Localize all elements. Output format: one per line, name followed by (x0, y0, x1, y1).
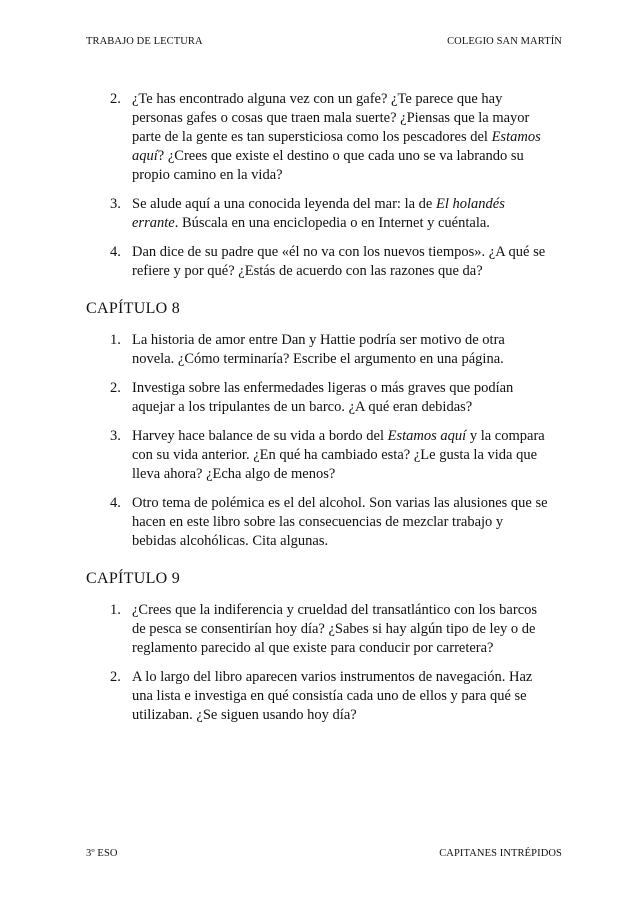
book-title-italic: Estamos aquí (132, 129, 541, 164)
section (86, 90, 548, 281)
question-text-fragment: Otro tema de polémica es el del alcohol. Son varias las alusiones que se hacen en este libro sobre las consecuencias de mezclar trabajo y bebidas alcohólicas. Cita algunas. (132, 495, 548, 549)
book-title-italic: El holandés errante (132, 196, 505, 231)
question-text (132, 195, 548, 233)
question-item (86, 601, 548, 658)
question-text (132, 243, 548, 281)
question-text (132, 331, 548, 369)
question-text-fragment: ¿Crees que la indiferencia y crueldad del transatlántico con los barcos de pesca se consentirían hoy día? ¿Sabes si hay algún tipo de ley o de reglamento parecido al que existe para conducir por carretera? (132, 602, 538, 656)
header-left-text: TRABAJO DE LECTURA (86, 36, 203, 47)
question-text-fragment: Investiga sobre las enfermedades ligeras o más graves que podían aquejar a los tripulantes de un barco. ¿A qué eran debidas? (132, 380, 514, 415)
question-text-fragment: A lo largo del libro aparecen varios instrumentos de navegación. Haz una lista e investiga en qué consistía cada uno de ellos y para qué se utilizaban. ¿Se siguen usando hoy día? (132, 669, 533, 723)
question-item (86, 379, 548, 417)
question-number: 2. (110, 669, 121, 685)
question-number: 4. (110, 244, 121, 260)
question-item (86, 90, 548, 185)
section (86, 569, 548, 725)
question-text-fragment: . Búscala en una enciclopedia o en Internet y cuéntala. (174, 215, 490, 231)
header-right-text: COLEGIO SAN MARTÍN (447, 36, 562, 47)
question-text-fragment: Harvey hace balance de su vida a bordo del (132, 428, 388, 444)
question-number: 3. (110, 428, 121, 444)
question-text-fragment: ? ¿Crees que existe el destino o que cada uno se va labrando su propio camino en la vida? (132, 148, 524, 183)
question-text-fragment: ¿Te has encontrado alguna vez con un gafe? ¿Te parece que hay personas gafes o cosas que traen mala suerte? ¿Piensas que la mayor parte de la gente es tan supersticiosa como los pescadores del (132, 91, 530, 145)
question-text-fragment: y la compara con su vida anterior. ¿En qué ha cambiado esta? ¿Le gusta la vida que lleva ahora? ¿Echa algo de menos? (132, 428, 545, 482)
footer-left-text: 3º ESO (86, 848, 118, 859)
section (86, 299, 548, 551)
question-text-fragment: Dan dice de su padre que «él no va con los nuevos tiempos». ¿A qué se refiere y por qué? ¿Estás de acuerdo con las razones que da? (132, 244, 546, 279)
question-item (86, 331, 548, 369)
question-list (86, 331, 548, 551)
page-header (86, 36, 562, 47)
section-title: CAPÍTULO 8 (86, 300, 181, 317)
book-title-italic: Estamos aquí (387, 428, 467, 444)
question-text-fragment: Se alude aquí a una conocida leyenda del mar: la de (132, 196, 436, 212)
question-number: 2. (110, 380, 121, 396)
question-text (132, 427, 548, 484)
question-text (132, 668, 548, 725)
question-item (86, 427, 548, 484)
question-item (86, 195, 548, 233)
question-number: 4. (110, 495, 121, 511)
page-content (86, 90, 548, 725)
question-number: 1. (110, 332, 121, 348)
question-item (86, 243, 548, 281)
question-list (86, 601, 548, 725)
footer-right-text: CAPITANES INTRÉPIDOS (439, 848, 562, 859)
question-number: 2. (110, 91, 121, 107)
question-item (86, 668, 548, 725)
question-text (132, 90, 548, 185)
question-number: 3. (110, 196, 121, 212)
question-text-fragment: La historia de amor entre Dan y Hattie podría ser motivo de otra novela. ¿Cómo terminaría? Escribe el argumento en una página. (132, 332, 505, 367)
section-title: CAPÍTULO 9 (86, 570, 181, 587)
question-item (86, 494, 548, 551)
question-text (132, 379, 548, 417)
question-list (86, 90, 548, 281)
page-footer (86, 848, 562, 859)
question-number: 1. (110, 602, 121, 618)
question-text (132, 494, 548, 551)
question-text (132, 601, 548, 658)
